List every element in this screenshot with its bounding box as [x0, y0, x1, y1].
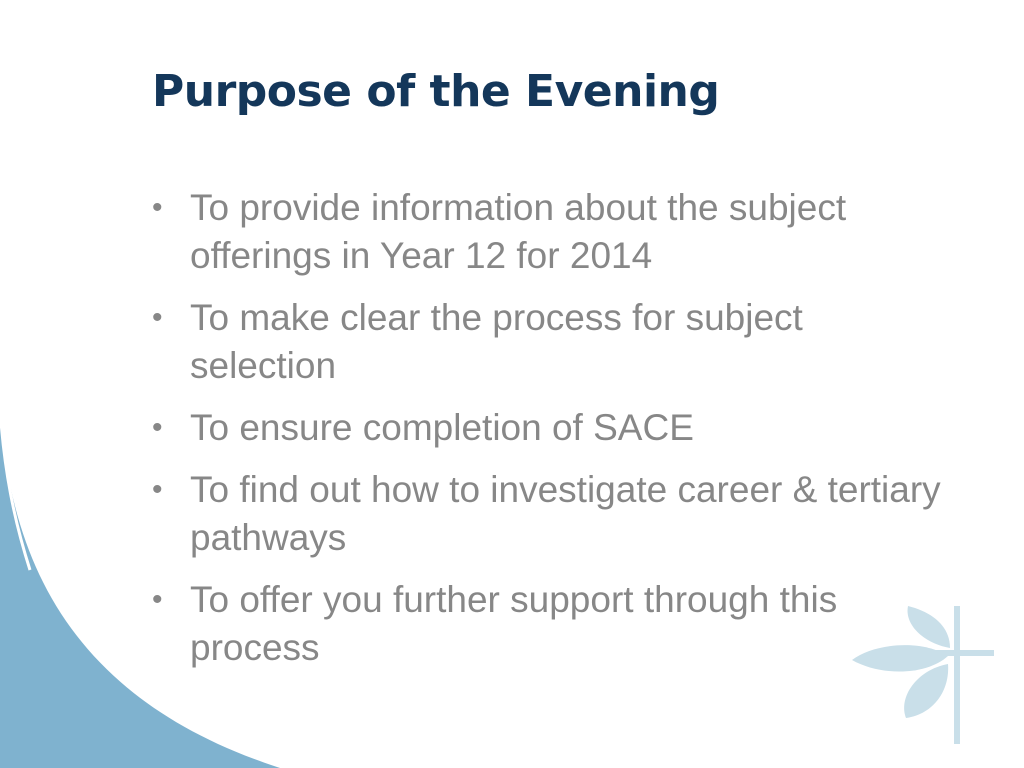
leaf-bottom: [904, 664, 948, 718]
bullet-text: To make clear the process for subject selection: [190, 297, 803, 386]
bullet-text: To find out how to investigate career & tertiary pathways: [190, 469, 941, 558]
bullet-dot-icon: •: [152, 411, 163, 444]
bullet-item: [152, 576, 942, 672]
cross-vertical: [954, 606, 960, 744]
bullet-item: [152, 466, 942, 562]
bullet-item: [152, 294, 942, 390]
leaf-top: [908, 606, 950, 648]
bullet-dot-icon: •: [152, 301, 163, 334]
bullet-item: [152, 404, 942, 452]
bullet-text: To ensure completion of SACE: [190, 407, 694, 448]
bullet-text: To offer you further support through this process: [190, 579, 838, 668]
leaf-left: [852, 645, 948, 671]
bullet-dot-icon: •: [152, 583, 163, 616]
bullet-dot-icon: •: [152, 191, 163, 224]
bullet-text: To provide information about the subject offerings in Year 12 for 2014: [190, 187, 847, 276]
leaf-cross-logo-icon: [846, 604, 996, 746]
bullet-item: [152, 184, 942, 280]
bullet-list: [152, 184, 942, 686]
bullet-dot-icon: •: [152, 473, 163, 506]
slide-title: Purpose of the Evening: [152, 66, 720, 117]
